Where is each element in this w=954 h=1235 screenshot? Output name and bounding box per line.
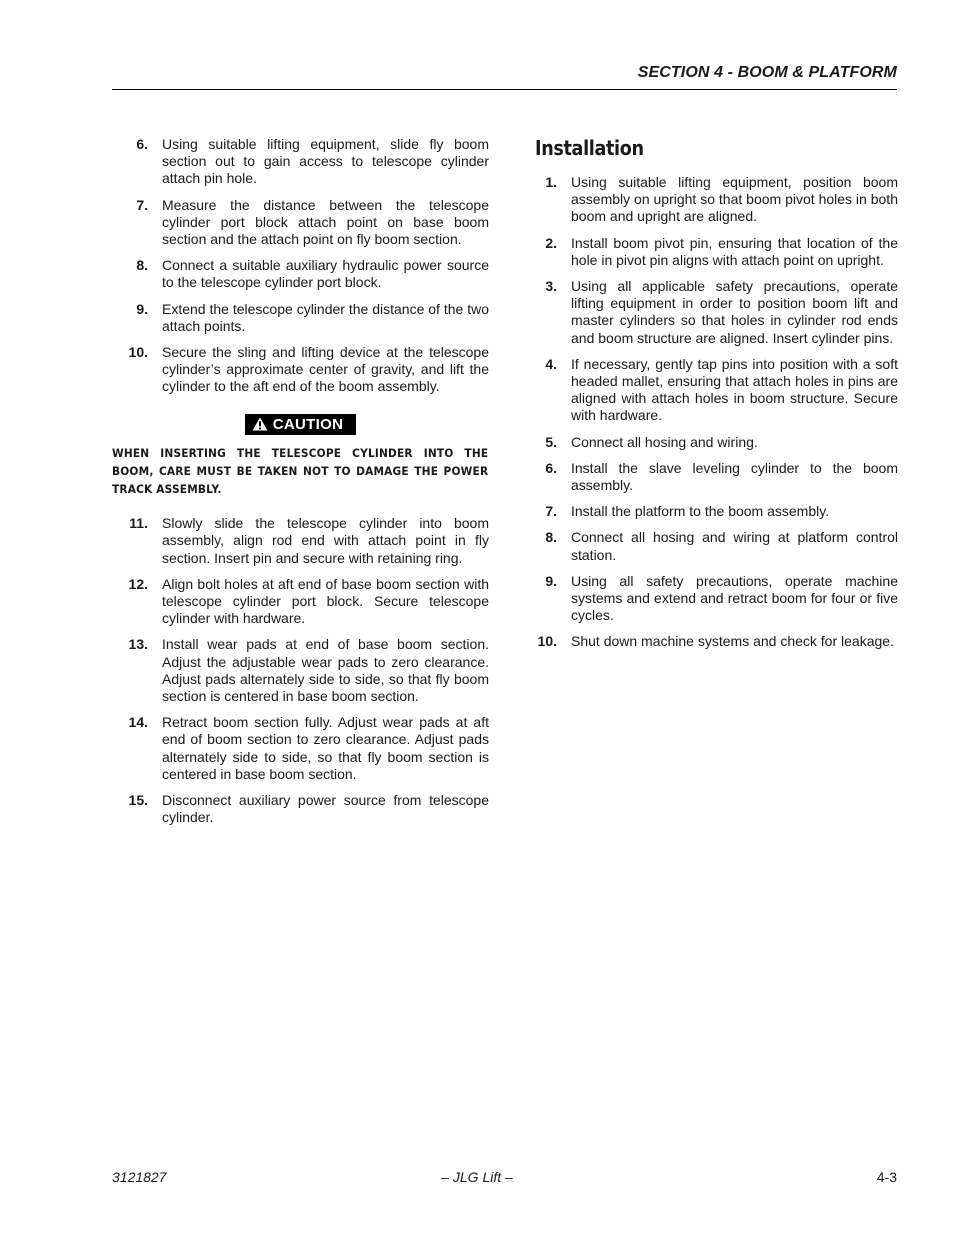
list-item [112, 636, 489, 705]
list-item [535, 573, 898, 625]
section-title: SECTION 4 - BOOM & PLATFORM [637, 64, 897, 81]
step-text: Align bolt holes at aft end of base boom section with telescope cylinder port block. Secure telescope cylinder with hardware. [162, 575, 489, 627]
step-number: 7. [545, 503, 557, 520]
list-item [112, 792, 489, 826]
step-number: 4. [545, 355, 557, 372]
step-text: Using suitable lifting equipment, slide fly boom section out to gain access to telescope cylinder attach pin hole. [162, 136, 489, 187]
step-text: If necessary, gently tap pins into position with a soft headed mallet, ensuring that attach holes in pins are aligned with attach holes in boom structure. Secure with hardware. [571, 355, 898, 424]
caution-text: WHEN INSERTING THE TELESCOPE CYLINDER INTO THE BOOM, CARE MUST BE TAKEN NOT TO DAMAGE THE POWER TRACK ASSEMBLY. [112, 446, 489, 497]
step-text: Connect a suitable auxiliary hydraulic power source to the telescope cylinder port block. [162, 257, 489, 291]
list-item [535, 633, 898, 650]
step-text: Install the slave leveling cylinder to the boom assembly. [571, 459, 898, 494]
step-text: Connect all hosing and wiring at platform control station. [571, 529, 898, 563]
step-text: Disconnect auxiliary power source from telescope cylinder. [162, 791, 489, 826]
step-text: Retract boom section fully. Adjust wear pads at aft end of boom section to zero clearance. Adjust pads alternately side to side, so that fly boom section is centered in base boom section. [162, 714, 489, 782]
step-number: 10. [128, 344, 148, 361]
list-item [535, 356, 898, 425]
installation-steps-list [535, 174, 898, 651]
list-item [535, 174, 898, 226]
list-item [535, 235, 898, 269]
step-text: Shut down machine systems and check for leakage. [571, 633, 894, 650]
step-number: 14. [128, 714, 148, 731]
step-text: Measure the distance between the telescope cylinder port block attach point on base boom section and the attach point on fly boom section. [162, 196, 489, 248]
step-number: 8. [545, 529, 557, 546]
footer-brand: – JLG Lift – [441, 1169, 513, 1185]
step-number: 8. [136, 257, 148, 274]
step-number: 11. [129, 515, 148, 532]
step-text: Using suitable lifting equipment, position boom assembly on upright so that boom pivot holes in both boom and upright are aligned. [571, 174, 898, 225]
step-number: 9. [545, 572, 557, 589]
step-number: 5. [545, 433, 557, 450]
step-text: Using all applicable safety precautions, operate lifting equipment in order to position boom lift and master cylinders so that holes in cylinder rod ends and boom structure are aligned. Insert cylinder pins. [571, 278, 898, 346]
right-column [535, 136, 898, 660]
steps-after-list [112, 515, 489, 826]
footer-doc-number: 3121827 [112, 1169, 167, 1185]
step-text: Secure the sling and lifting device at the telescope cylinder’s approximate center of gravity, and lift the cylinder to the aft end of the boom assembly. [162, 344, 489, 395]
step-number: 1. [545, 174, 557, 190]
left-column [112, 136, 489, 835]
warning-triangle-icon [252, 417, 268, 431]
step-text: Install wear pads at end of base boom section. Adjust the adjustable wear pads to zero clearance. Adjust pads alternately side to side, so that fly boom section is centered in base boom section. [162, 636, 489, 704]
list-item [112, 576, 489, 628]
list-item [112, 136, 489, 188]
step-text: Using all safety precautions, operate machine systems and extend and retract boom for four or five cycles. [571, 572, 898, 624]
steps-before-list [112, 136, 489, 396]
list-item [112, 197, 489, 249]
step-text: Install boom pivot pin, ensuring that location of the hole in pivot pin aligns with attach point on upright. [571, 234, 898, 268]
list-item [535, 434, 898, 451]
footer-page-number: 4-3 [876, 1169, 897, 1185]
step-number: 9. [136, 300, 148, 317]
list-item [112, 257, 489, 291]
caution-box [112, 414, 489, 437]
step-number: 12. [128, 575, 148, 592]
list-item [535, 278, 898, 347]
step-number: 6. [545, 459, 557, 476]
list-item [535, 503, 898, 520]
step-number: 15. [128, 791, 148, 808]
list-item [535, 460, 898, 494]
list-item [535, 529, 898, 563]
step-number: 7. [136, 196, 148, 213]
list-item [112, 344, 489, 396]
step-number: 2. [545, 234, 557, 251]
header-rule [112, 89, 897, 90]
list-item [112, 301, 489, 335]
step-text: Slowly slide the telescope cylinder into boom assembly, align rod end with attach point in fly section. Insert pin and secure with retaining ring. [162, 515, 489, 566]
step-number: 13. [128, 636, 148, 653]
step-number: 6. [136, 136, 148, 152]
list-item [112, 515, 489, 567]
list-item [112, 714, 489, 783]
step-text: Install the platform to the boom assembly. [571, 503, 830, 520]
step-number: 3. [545, 278, 557, 295]
step-number: 10. [537, 633, 557, 650]
step-text: Connect all hosing and wiring. [571, 433, 758, 450]
caution-badge [245, 414, 356, 435]
step-text: Extend the telescope cylinder the distance of the two attach points. [162, 300, 489, 334]
caution-label: CAUTION [272, 415, 344, 433]
installation-heading: Installation [535, 136, 644, 160]
